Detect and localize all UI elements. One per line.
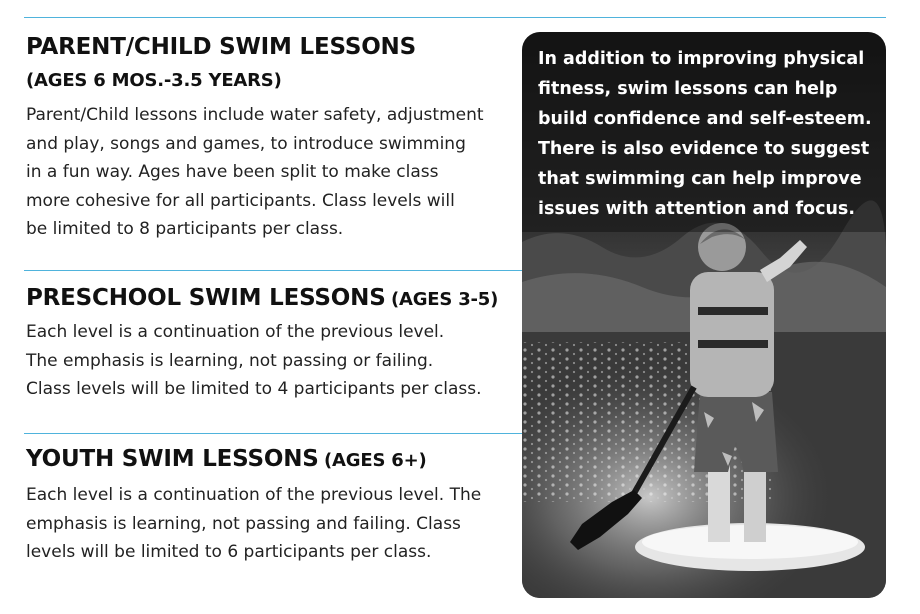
body-line: Each level is a continuation of the previous level. The bbox=[26, 485, 482, 505]
top-divider bbox=[24, 17, 886, 18]
section-divider bbox=[24, 270, 524, 271]
section-divider bbox=[24, 433, 524, 434]
body-line: be limited to 8 participants per class. bbox=[26, 219, 344, 239]
section-title-preschool: PRESCHOOL SWIM LESSONS bbox=[26, 285, 386, 311]
section-subtitle-preschool: (AGES 3-5) bbox=[390, 289, 499, 310]
quote-line: build confidence and self-esteem. bbox=[538, 109, 872, 129]
section-subtitle-parent-child: (AGES 6 MOS.-3.5 YEARS) bbox=[26, 70, 282, 91]
body-line: in a fun way. Ages have been split to make class bbox=[26, 162, 439, 182]
section-heading-preschool bbox=[26, 285, 498, 311]
section-title-youth: YOUTH SWIM LESSONS bbox=[26, 446, 319, 472]
body-line: The emphasis is learning, not passing or failing. bbox=[26, 350, 434, 371]
section-body-youth bbox=[26, 481, 481, 567]
quote-line: fitness, swim lessons can help bbox=[538, 79, 838, 99]
body-line: Each level is a continuation of the previous level. bbox=[26, 322, 445, 342]
section-title-parent-child: PARENT/CHILD SWIM LESSONS bbox=[26, 34, 416, 60]
body-line: levels will be limited to 6 participants per class. bbox=[26, 542, 432, 562]
sidebar-quote bbox=[538, 44, 884, 224]
quote-line: issues with attention and focus. bbox=[538, 199, 855, 219]
quote-line: In addition to improving physical bbox=[538, 49, 865, 69]
body-line: Class levels will be limited to 4 participants per class. bbox=[26, 379, 482, 399]
quote-line: There is also evidence to suggest bbox=[538, 139, 870, 159]
body-line: and play, songs and games, to introduce swimming bbox=[26, 133, 466, 154]
quote-line: that swimming can help improve bbox=[538, 169, 862, 189]
section-body-preschool bbox=[26, 318, 482, 404]
section-body-parent-child bbox=[26, 101, 484, 244]
section-subtitle-youth: (AGES 6+) bbox=[324, 450, 427, 471]
body-line: Parent/Child lessons include water safety, adjustment bbox=[26, 105, 484, 125]
section-heading-youth bbox=[26, 446, 427, 472]
body-line: emphasis is learning, not passing and failing. Class bbox=[26, 513, 461, 534]
body-line: more cohesive for all participants. Class levels will bbox=[26, 190, 455, 211]
